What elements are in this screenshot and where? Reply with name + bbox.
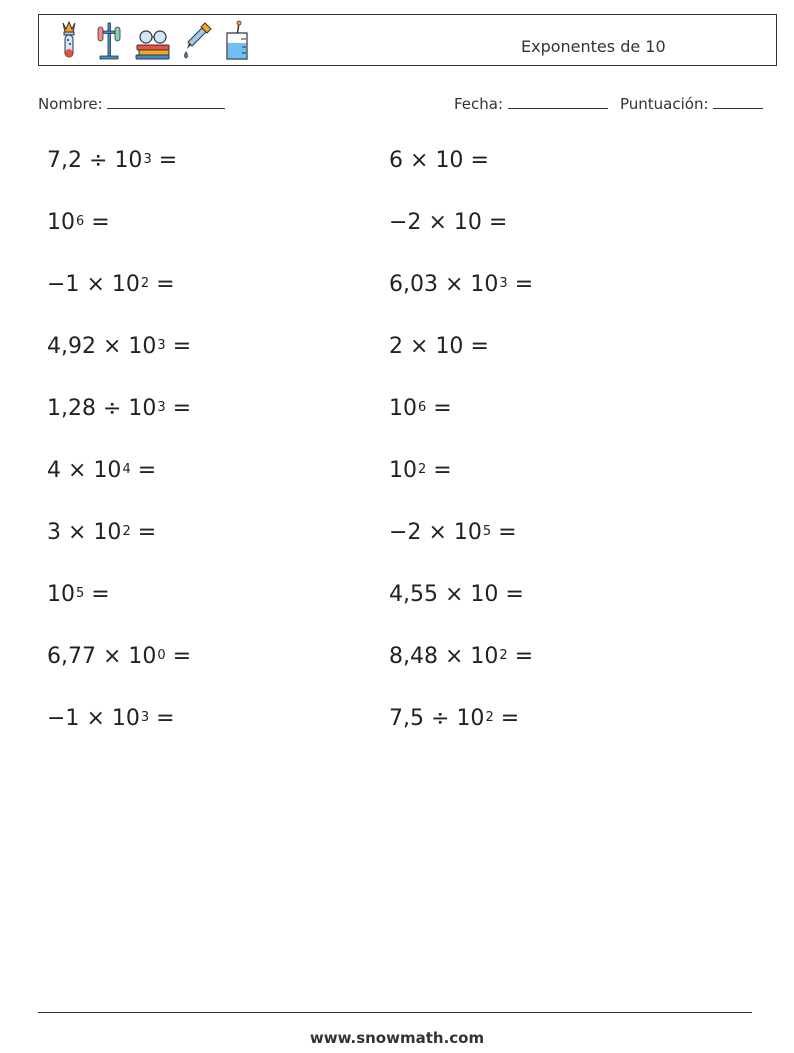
problem-exponent: 3 (499, 276, 508, 291)
problem-base: 10 (470, 582, 499, 607)
problem-operator: × (444, 582, 464, 607)
problem-coefficient: 2 (389, 334, 403, 359)
problem-base: 10 (453, 210, 482, 235)
problem-exponent: 3 (140, 710, 150, 725)
date-field (454, 94, 608, 113)
problem-9 (47, 396, 191, 421)
problem-operator: × (68, 520, 87, 545)
footer-divider (38, 1012, 752, 1013)
page-title: Exponentes de 10 (521, 37, 666, 56)
problem-equals: = (514, 644, 534, 669)
problem-equals: = (433, 396, 452, 421)
problem-operator: ÷ (431, 706, 450, 731)
problem-base: 10 (470, 272, 499, 297)
problem-coefficient: 8,48 (389, 644, 438, 669)
problem-10 (389, 396, 452, 421)
problem-exponent: 0 (157, 648, 166, 663)
problem-base: 10 (453, 520, 482, 545)
problem-7 (47, 334, 191, 359)
problem-exponent: 5 (482, 524, 492, 539)
problem-operator: × (86, 272, 105, 297)
problem-11 (47, 458, 156, 483)
problem-equals: = (137, 458, 157, 483)
problem-base: 10 (435, 148, 464, 173)
problem-base: 10 (111, 706, 140, 731)
problem-base: 10 (470, 644, 499, 669)
problem-exponent: 2 (140, 276, 150, 291)
problem-15 (47, 582, 110, 607)
problem-base: 10 (128, 334, 157, 359)
problem-equals: = (158, 148, 178, 173)
problem-operator: × (428, 520, 447, 545)
problem-coefficient: −1 (47, 706, 80, 731)
problem-coefficient: −2 (389, 520, 422, 545)
problem-exponent: 3 (157, 338, 166, 353)
balance-scale-icon (93, 19, 125, 61)
problem-base: 10 (389, 458, 417, 483)
problem-17 (47, 644, 191, 669)
problem-operator: × (428, 210, 447, 235)
problem-19 (47, 706, 175, 731)
problem-equals: = (470, 334, 489, 359)
problem-operator: × (86, 706, 105, 731)
problem-exponent: 3 (143, 152, 152, 167)
problem-exponent: 2 (485, 710, 494, 725)
problem-base: 10 (47, 210, 75, 235)
problem-6 (389, 272, 533, 297)
problem-operator: × (410, 148, 429, 173)
problem-operator: × (68, 458, 87, 483)
score-field (620, 94, 763, 113)
problem-operator: × (102, 334, 122, 359)
problem-coefficient: 7,2 (47, 148, 82, 173)
problem-coefficient: 3 (47, 520, 61, 545)
problem-equals: = (505, 582, 524, 607)
problem-equals: = (156, 706, 175, 731)
problem-operator: × (444, 644, 464, 669)
problem-coefficient: 4 (47, 458, 61, 483)
problem-coefficient: 7,5 (389, 706, 424, 731)
problem-coefficient: 6,03 (389, 272, 438, 297)
problem-coefficient: 6 (389, 148, 403, 173)
problem-base: 10 (111, 272, 140, 297)
goggles-books-icon (133, 19, 173, 61)
problem-operator: × (410, 334, 429, 359)
date-blank[interactable] (508, 94, 608, 109)
problem-12 (389, 458, 452, 483)
problem-base: 10 (93, 520, 122, 545)
test-tube-rack-icon (53, 19, 85, 61)
problem-equals: = (514, 272, 534, 297)
problem-operator: ÷ (102, 396, 122, 421)
footer-site: www.snowmath.com (309, 1029, 485, 1047)
problem-8 (389, 334, 489, 359)
problem-3 (47, 210, 110, 235)
problem-equals: = (433, 458, 452, 483)
problem-operator: ÷ (89, 148, 108, 173)
problem-coefficient: −1 (47, 272, 80, 297)
beaker-icon (221, 19, 253, 61)
problem-14 (389, 520, 517, 545)
problem-equals: = (500, 706, 520, 731)
problem-1 (47, 148, 177, 173)
problem-exponent: 6 (76, 214, 85, 229)
name-blank[interactable] (107, 94, 225, 109)
problem-coefficient: 4,92 (47, 334, 96, 359)
problem-equals: = (172, 334, 192, 359)
problem-coefficient: 4,55 (389, 582, 438, 607)
problem-equals: = (498, 520, 517, 545)
problem-coefficient: −2 (389, 210, 422, 235)
problem-equals: = (488, 210, 508, 235)
problem-operator: × (444, 272, 464, 297)
problem-exponent: 6 (418, 400, 427, 415)
problem-equals: = (91, 210, 110, 235)
problem-13 (47, 520, 156, 545)
problem-operator: × (102, 644, 122, 669)
problem-exponent: 2 (418, 462, 427, 477)
dropper-icon (181, 19, 213, 61)
problem-18 (389, 644, 533, 669)
problem-equals: = (156, 272, 175, 297)
problem-base: 10 (128, 644, 157, 669)
problem-base: 10 (114, 148, 143, 173)
problem-5 (47, 272, 175, 297)
problem-exponent: 2 (122, 524, 131, 539)
problem-coefficient: 6,77 (47, 644, 96, 669)
problem-equals: = (172, 644, 192, 669)
problem-exponent: 5 (76, 586, 85, 601)
problem-exponent: 2 (499, 648, 508, 663)
score-label: Puntuación: (620, 95, 709, 113)
problem-base: 10 (456, 706, 485, 731)
problem-base: 10 (128, 396, 157, 421)
problem-equals: = (470, 148, 489, 173)
problem-equals: = (172, 396, 192, 421)
problem-exponent: 4 (122, 462, 131, 477)
problem-2 (389, 148, 489, 173)
problem-equals: = (91, 582, 110, 607)
date-label: Fecha: (454, 95, 504, 113)
problem-base: 10 (47, 582, 75, 607)
problem-base: 10 (435, 334, 464, 359)
header-icons (53, 19, 253, 61)
problem-base: 10 (93, 458, 122, 483)
problem-20 (389, 706, 519, 731)
problem-4 (389, 210, 507, 235)
problem-equals: = (137, 520, 157, 545)
problem-coefficient: 1,28 (47, 396, 96, 421)
problem-base: 10 (389, 396, 417, 421)
worksheet-header (38, 14, 777, 66)
score-blank[interactable] (713, 94, 763, 109)
problem-exponent: 3 (157, 400, 166, 415)
problem-16 (389, 582, 524, 607)
name-field (38, 94, 225, 113)
name-label: Nombre: (38, 95, 103, 113)
